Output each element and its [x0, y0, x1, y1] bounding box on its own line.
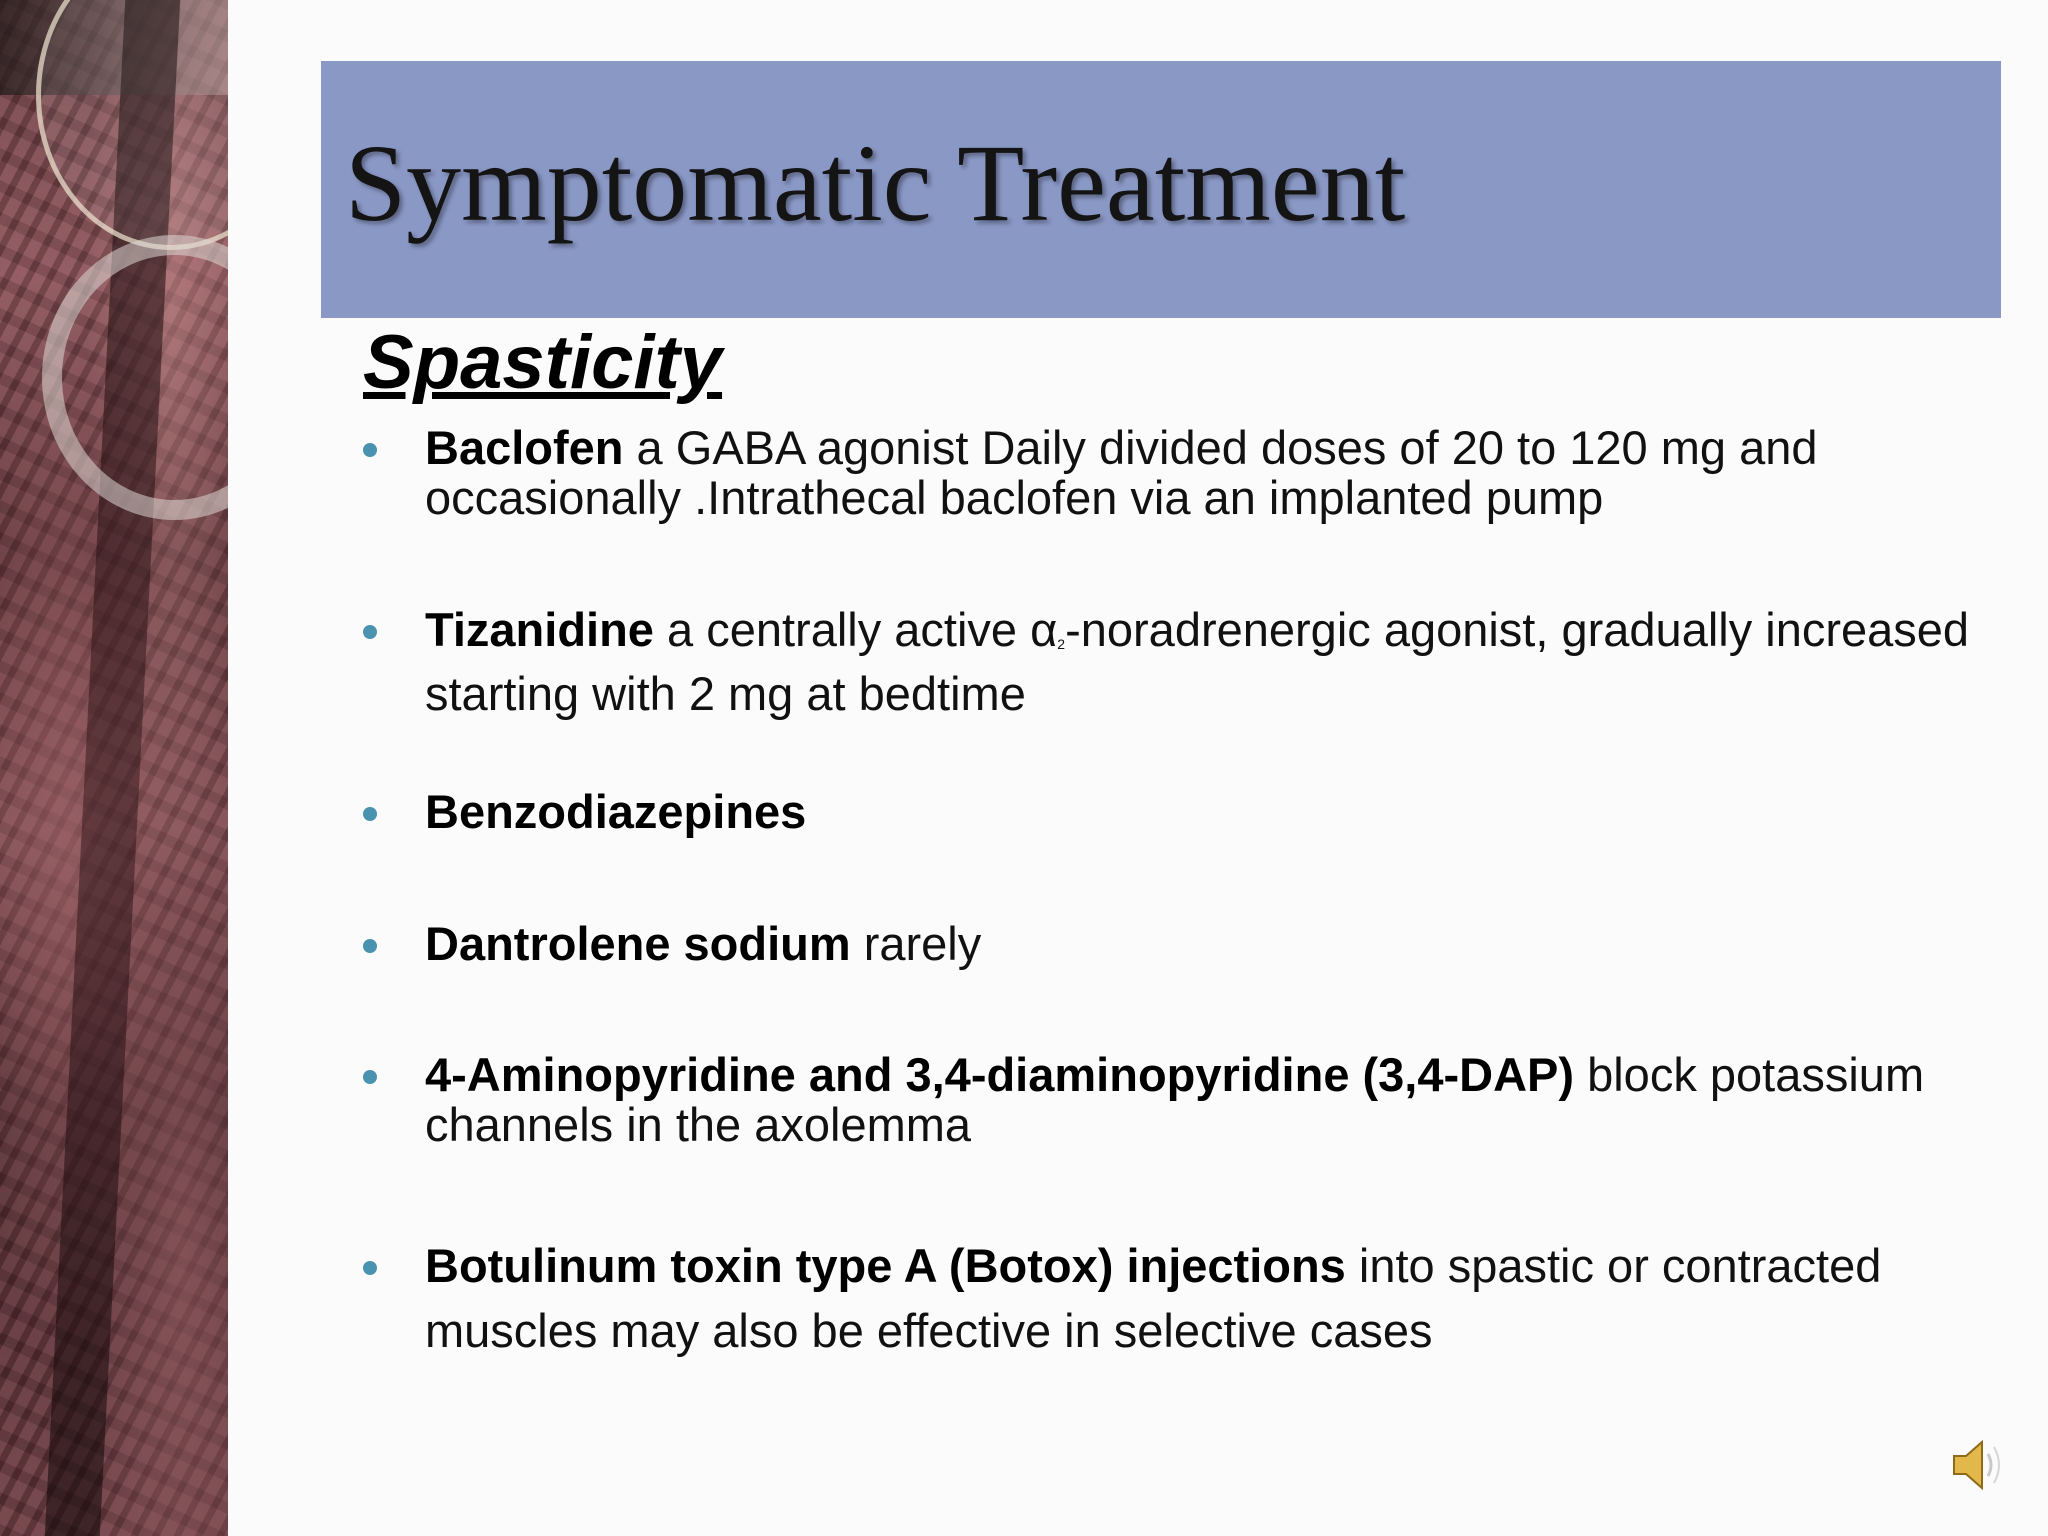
bullet-text: [425, 605, 1985, 719]
decorative-ring-small: [42, 235, 228, 520]
bullet-text: [425, 1233, 1985, 1363]
bullet-description: into spastic or contracted muscles may also be effective in selective cases: [425, 1239, 1882, 1357]
bullet-description: a GABA agonist Daily divided doses of 20 to 120 mg and occasionally .Intrathecal baclofen via an implanted pump: [425, 421, 1818, 524]
bullet-dot: [363, 939, 377, 953]
bullet-term: 4-Aminopyridine and 3,4-diaminopyridine (3,4-DAP): [425, 1048, 1575, 1101]
bullet-description-end: -noradrenergic agonist, gradually increased starting with 2 mg at bedtime: [425, 603, 1970, 720]
slide-title: Symptomatic Treatment: [345, 122, 1406, 244]
bullet-dot: [363, 1261, 377, 1275]
bullet-description: rarely: [850, 917, 982, 970]
bullet-term: Dantrolene sodium: [425, 917, 851, 970]
bullet-dot: [363, 807, 377, 821]
section-heading: Spasticity: [363, 320, 723, 405]
bullet-text: [425, 787, 1985, 837]
bullet-dot: [363, 625, 377, 639]
bullet-term: Baclofen: [425, 421, 624, 474]
bullet-text: [425, 1050, 1985, 1150]
bullet-dot: [363, 1070, 377, 1084]
bullet-term: Benzodiazepines: [425, 785, 807, 838]
bullet-text: [425, 919, 1985, 969]
decorative-side-image: [0, 0, 228, 1536]
bullet-description: block potassium channels in the axolemma: [425, 1048, 1925, 1151]
bullet-dot: [363, 443, 377, 457]
bullet-description-start: a centrally active α: [653, 603, 1058, 656]
bullet-term: Botulinum toxin type A (Botox) injections: [425, 1239, 1346, 1292]
speaker-icon[interactable]: [1948, 1432, 2010, 1498]
alpha-subscript: 2: [1057, 636, 1066, 652]
bullet-term: Tizanidine: [425, 603, 654, 656]
bullet-text: [425, 423, 1985, 523]
decorative-ring-large: [36, 0, 228, 250]
